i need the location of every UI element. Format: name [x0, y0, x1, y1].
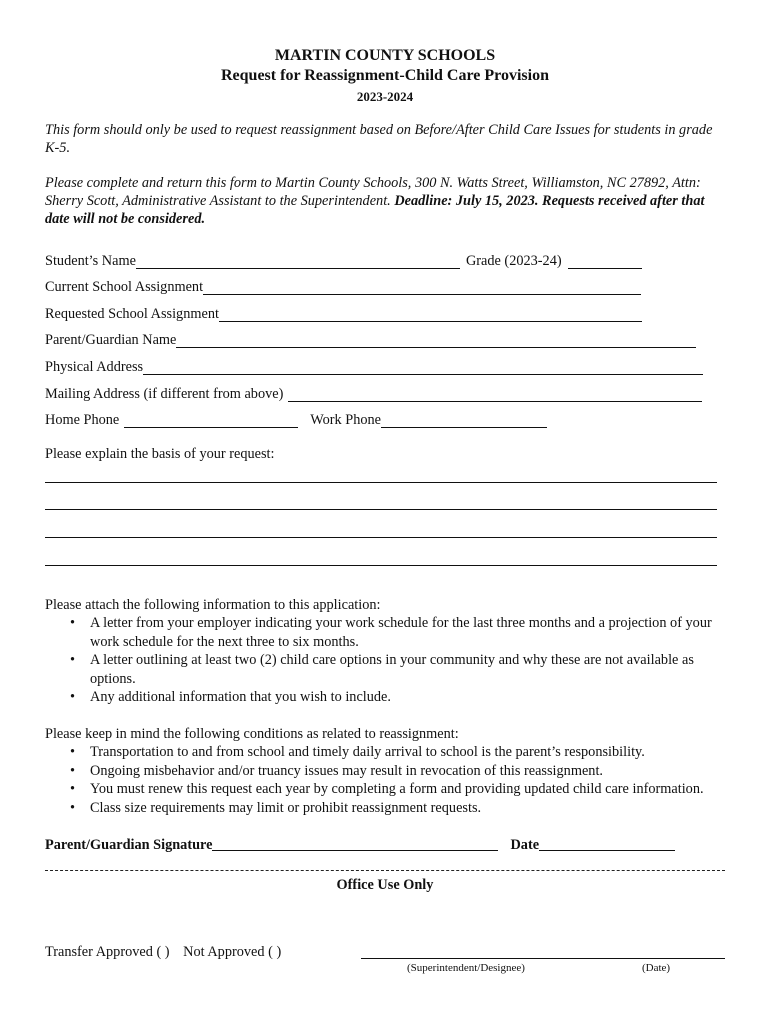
office-use-title: Office Use Only: [336, 877, 434, 894]
work-phone-field[interactable]: [381, 412, 547, 428]
superintendent-signature-line[interactable]: [361, 958, 725, 959]
list-item: • Class size requirements may limit or prohibit reassignment requests.: [90, 799, 725, 818]
student-name-field[interactable]: [136, 253, 460, 269]
signature-label: Parent/Guardian Signature: [45, 837, 213, 854]
form-title: Request for Reassignment-Child Care Provision: [221, 67, 549, 84]
instructions-paragraph: [45, 174, 725, 228]
work-phone-label: Work Phone: [310, 412, 381, 429]
explain-line[interactable]: [45, 483, 717, 511]
signature-field[interactable]: [212, 835, 498, 851]
date-caption: (Date): [642, 962, 671, 974]
mailing-address-label: Mailing Address (if different from above): [45, 385, 284, 402]
current-school-field[interactable]: [203, 279, 641, 295]
physical-address-label: Physical Address: [45, 358, 144, 375]
list-item: • You must renew this request each year by completing a form and providing updated child care information.: [90, 780, 725, 799]
current-school-row: [45, 273, 725, 300]
intro-paragraph: This form should only be used to request reassignment based on Before/After Child Care Issues for students in grade K-5.: [45, 122, 713, 156]
parent-name-label: Parent/Guardian Name: [45, 332, 177, 349]
transfer-approved-checkbox[interactable]: Transfer Approved ( ): [45, 944, 170, 960]
parent-name-field[interactable]: [176, 332, 696, 348]
grade-label: Grade (2023-24): [465, 252, 562, 269]
grade-field[interactable]: [568, 253, 642, 269]
student-info-fields: [45, 246, 725, 432]
form-page: [45, 46, 725, 974]
conditions-section: [45, 725, 725, 818]
requested-school-label: Requested School Assignment: [45, 305, 219, 322]
org-name: MARTIN COUNTY SCHOOLS: [274, 47, 496, 64]
physical-address-row: [45, 352, 725, 379]
signature-date-field[interactable]: [539, 835, 675, 851]
instructions-text: Please complete and return this form to Martin County Schools, 300 N. Watts Street, Williamston, NC 27892, Attn: Sherry Scott, Administrative Assistant to the Superintendent.: [45, 175, 701, 209]
requested-school-field[interactable]: [219, 306, 642, 322]
signature-row: [45, 835, 725, 854]
not-approved-checkbox[interactable]: Not Approved ( ): [183, 944, 282, 960]
phone-row: [45, 406, 725, 433]
school-year: 2023-2024: [356, 89, 414, 104]
student-name-row: [45, 246, 725, 273]
list-item: • Any additional information that you wish to include.: [90, 688, 725, 707]
physical-address-field[interactable]: [143, 359, 703, 375]
deadline-text: Deadline: July 15, 2023. Requests received after that date will not be considered.: [45, 193, 705, 227]
list-item: • Ongoing misbehavior and/or truancy issues may result in revocation of this reassignment.: [90, 762, 725, 781]
explain-line[interactable]: [45, 510, 717, 538]
signature-date-label: Date: [510, 837, 540, 854]
explain-line[interactable]: [45, 538, 717, 566]
attachments-intro: Please attach the following information to this application:: [45, 596, 381, 613]
list-item: • A letter from your employer indicating your work schedule for the last three months and a projection of your work schedule for the next three to six months.: [90, 614, 725, 651]
attachments-list: [45, 614, 725, 707]
student-name-label: Student’s Name: [45, 252, 136, 269]
home-phone-label: Home Phone: [45, 412, 120, 429]
explain-label: Please explain the basis of your request:: [45, 446, 275, 463]
mailing-address-field[interactable]: [288, 386, 702, 402]
list-item: • A letter outlining at least two (2) child care options in your community and why these are not available as options.: [90, 651, 725, 688]
list-item: • Transportation to and from school and timely daily arrival to school is the parent’s responsibility.: [90, 743, 725, 762]
home-phone-field[interactable]: [124, 412, 298, 428]
current-school-label: Current School Assignment: [45, 279, 204, 296]
divider: [45, 870, 725, 871]
conditions-list: [45, 743, 725, 817]
requested-school-row: [45, 299, 725, 326]
transfer-status: [45, 944, 281, 961]
mailing-address-row: [45, 379, 725, 406]
attachments-section: [45, 596, 725, 707]
superintendent-caption: (Superintendent/Designee): [407, 962, 525, 974]
parent-name-row: [45, 326, 725, 353]
explain-lines: [45, 455, 725, 565]
conditions-intro: Please keep in mind the following conditions as related to reassignment:: [45, 725, 459, 742]
